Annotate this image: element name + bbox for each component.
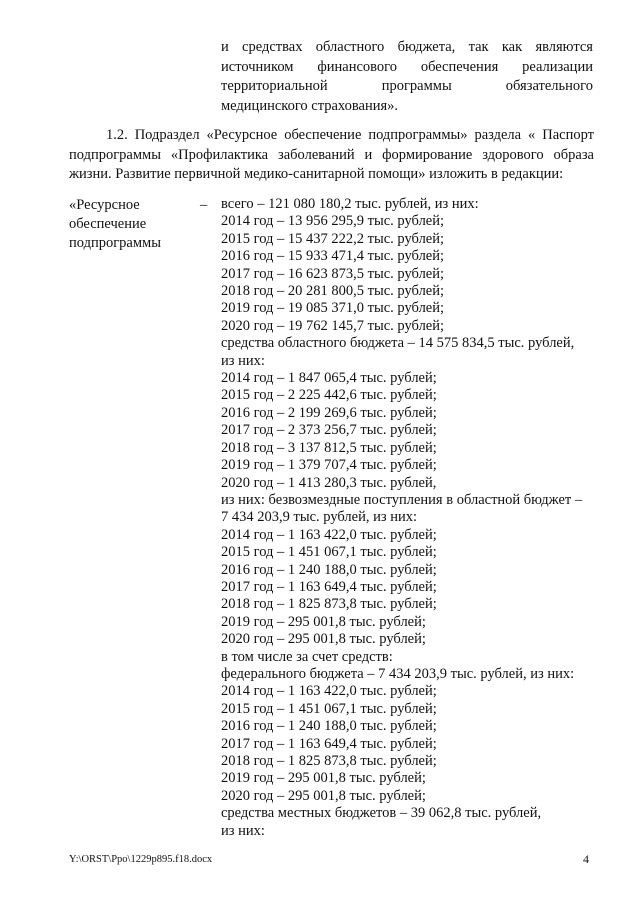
value-line: из них: безвозмездные поступления в областной бюджет – xyxy=(221,491,583,508)
value-line: 2017 год – 1 163 649,4 тыс. рублей; xyxy=(221,578,437,595)
resource-label xyxy=(69,196,199,253)
value-line: 2019 год – 295 001,8 тыс. рублей; xyxy=(221,613,426,630)
value-line: 2015 год – 2 225 442,6 тыс. рублей; xyxy=(221,387,437,404)
footer-file-path: Y:\ORST\Ppo\1229p895.f18.docx xyxy=(69,854,213,865)
section-paragraph xyxy=(69,126,594,185)
text-line: 1.2. Подраздел «Ресурсное обеспечение подпрограммы» раздела « Паспорт xyxy=(106,127,594,143)
value-line: 2019 год – 1 379 707,4 тыс. рублей; xyxy=(221,457,437,474)
value-line: 2014 год – 1 163 422,0 тыс. рублей; xyxy=(221,526,437,543)
value-line: средства местных бюджетов – 39 062,8 тыс. рублей, xyxy=(221,805,542,822)
value-line: 2020 год – 19 762 145,7 тыс. рублей; xyxy=(221,317,445,334)
value-line: 7 434 203,9 тыс. рублей, из них: xyxy=(221,509,417,526)
value-line: 2020 год – 295 001,8 тыс. рублей; xyxy=(221,631,426,648)
value-line: 2020 год – 1 413 280,3 тыс. рублей, xyxy=(221,474,437,491)
value-line: 2014 год – 1 163 422,0 тыс. рублей; xyxy=(221,683,437,700)
text-line: жизни. Развитие первичной медико-санитарной помощи» изложить в редакции: xyxy=(69,166,564,182)
label-line: подпрограммы xyxy=(69,235,161,251)
intro-text-block xyxy=(221,38,593,116)
value-line: 2016 год – 1 240 188,0 тыс. рублей; xyxy=(221,561,437,578)
resource-values xyxy=(221,196,601,840)
text-line: подпрограммы «Профилактика заболеваний и формирование здорового образа xyxy=(69,146,594,163)
value-line: в том числе за счет средств: xyxy=(221,648,393,665)
value-line: 2016 год – 2 199 269,6 тыс. рублей; xyxy=(221,404,437,421)
label-line: обеспечение xyxy=(69,216,147,232)
value-line: 2020 год – 295 001,8 тыс. рублей; xyxy=(221,787,426,804)
value-line: 2019 год – 295 001,8 тыс. рублей; xyxy=(221,770,426,787)
text-line: и средствах областного бюджета, так как являются xyxy=(221,39,593,55)
text-line: источником финансового обеспечения реализации xyxy=(221,58,593,75)
page-number: 4 xyxy=(583,852,589,866)
value-line: из них: xyxy=(221,352,265,369)
value-line: 2016 год – 15 933 471,4 тыс. рублей; xyxy=(221,248,445,265)
text-line: территориальной программы обязательного xyxy=(221,78,593,94)
value-line: 2016 год – 1 240 188,0 тыс. рублей; xyxy=(221,718,437,735)
value-line: 2017 год – 2 373 256,7 тыс. рублей; xyxy=(221,422,437,439)
label-line: «Ресурсное xyxy=(69,197,140,213)
text-line: медицинского страхования». xyxy=(221,97,399,114)
value-line: из них: xyxy=(221,822,265,839)
value-line: 2019 год – 19 085 371,0 тыс. рублей; xyxy=(221,300,445,317)
value-line: 2018 год – 1 825 873,8 тыс. рублей; xyxy=(221,596,437,613)
value-line: средства областного бюджета – 14 575 834,5 тыс. рублей, xyxy=(221,335,575,352)
value-line: 2015 год – 15 437 222,2 тыс. рублей; xyxy=(221,230,445,247)
value-line: 2017 год – 16 623 873,5 тыс. рублей; xyxy=(221,265,445,282)
label-dash: – xyxy=(200,197,208,213)
value-line: 2018 год – 20 281 800,5 тыс. рублей; xyxy=(221,283,445,300)
value-line: 2014 год – 1 847 065,4 тыс. рублей; xyxy=(221,370,437,387)
value-line: 2014 год – 13 956 295,9 тыс. рублей; xyxy=(221,213,445,230)
value-line: всего – 121 080 180,2 тыс. рублей, из них: xyxy=(221,196,479,212)
value-line: 2015 год – 1 451 067,1 тыс. рублей; xyxy=(221,700,437,717)
value-line: 2018 год – 1 825 873,8 тыс. рублей; xyxy=(221,753,437,769)
value-line: федерального бюджета – 7 434 203,9 тыс. рублей, из них: xyxy=(221,665,575,682)
value-line: 2017 год – 1 163 649,4 тыс. рублей; xyxy=(221,735,437,752)
value-line: 2015 год – 1 451 067,1 тыс. рублей; xyxy=(221,544,437,561)
value-line: 2018 год – 3 137 812,5 тыс. рублей; xyxy=(221,439,437,456)
